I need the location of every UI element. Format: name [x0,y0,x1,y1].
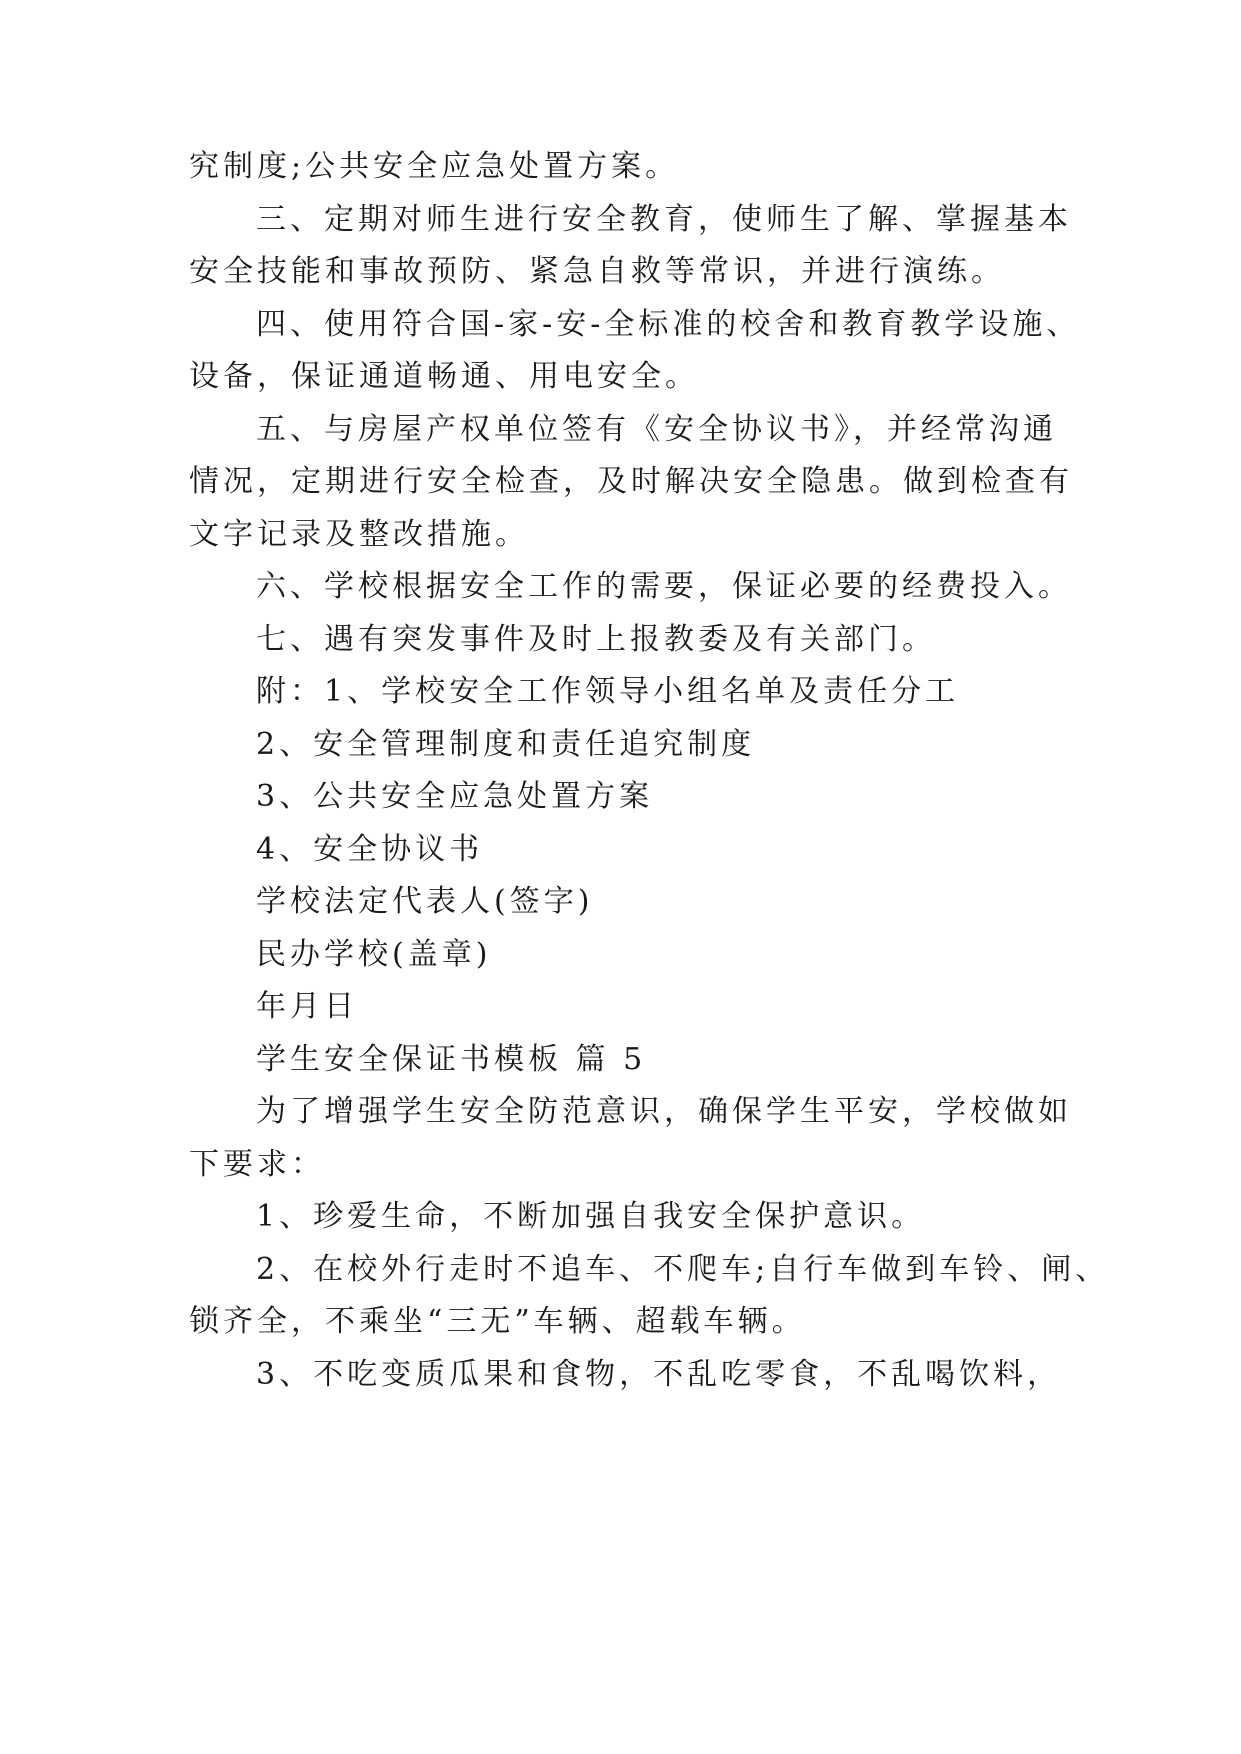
paragraph-line: 七、遇有突发事件及时上报教委及有关部门。 [256,622,936,657]
date-line: 年月日 [256,989,358,1024]
list-item: 3、不吃变质瓜果和食物，不乱吃零食，不乱喝饮料， [256,1357,1062,1392]
paragraph-line: 为了增强学生安全防范意识，确保学生平安，学校做如 [256,1094,1072,1129]
paragraph-line: 设备，保证通道畅通、用电安全。 [189,359,699,394]
paragraph-line: 下要求： [189,1147,325,1182]
list-item: 2、在校外行走时不追车、不爬车;自行车做到车铃、闸、 [256,1252,1110,1287]
attachment-item: 2、安全管理制度和责任追究制度 [256,727,756,762]
list-item-continuation: 锁齐全，不乘坐“三无”车辆、超载车辆。 [189,1304,806,1339]
paragraph-line: 五、与房屋产权单位签有《安全协议书》，并经常沟通 [256,412,1057,447]
section-title: 学生安全保证书模板 篇 5 [256,1042,647,1077]
paragraph-line: 文字记录及整改措施。 [189,517,529,552]
paragraph-line: 三、定期对师生进行安全教育，使师生了解、掌握基本 [256,202,1072,237]
seal-line: 民办学校(盖章) [256,937,492,972]
paragraph-line: 四、使用符合国-家-安-全标准的校舍和教育教学设施、 [256,307,1081,342]
paragraph-line: 六、学校根据安全工作的需要，保证必要的经费投入。 [256,569,1072,604]
paragraph-line: 安全技能和事故预防、紧急自救等常识，并进行演练。 [189,254,1005,289]
paragraph-line: 情况，定期进行安全检查，及时解决安全隐患。做到检查有 [189,464,1073,499]
list-item: 1、珍爱生命，不断加强自我安全保护意识。 [256,1199,926,1234]
attachment-item: 4、安全协议书 [256,832,484,867]
attachment-heading: 附：1、学校安全工作领导小组名单及责任分工 [256,674,960,709]
signature-line: 学校法定代表人(签字) [256,884,594,919]
paragraph-line: 究制度;公共安全应急处置方案。 [189,149,680,184]
attachment-item: 3、公共安全应急处置方案 [256,779,654,814]
